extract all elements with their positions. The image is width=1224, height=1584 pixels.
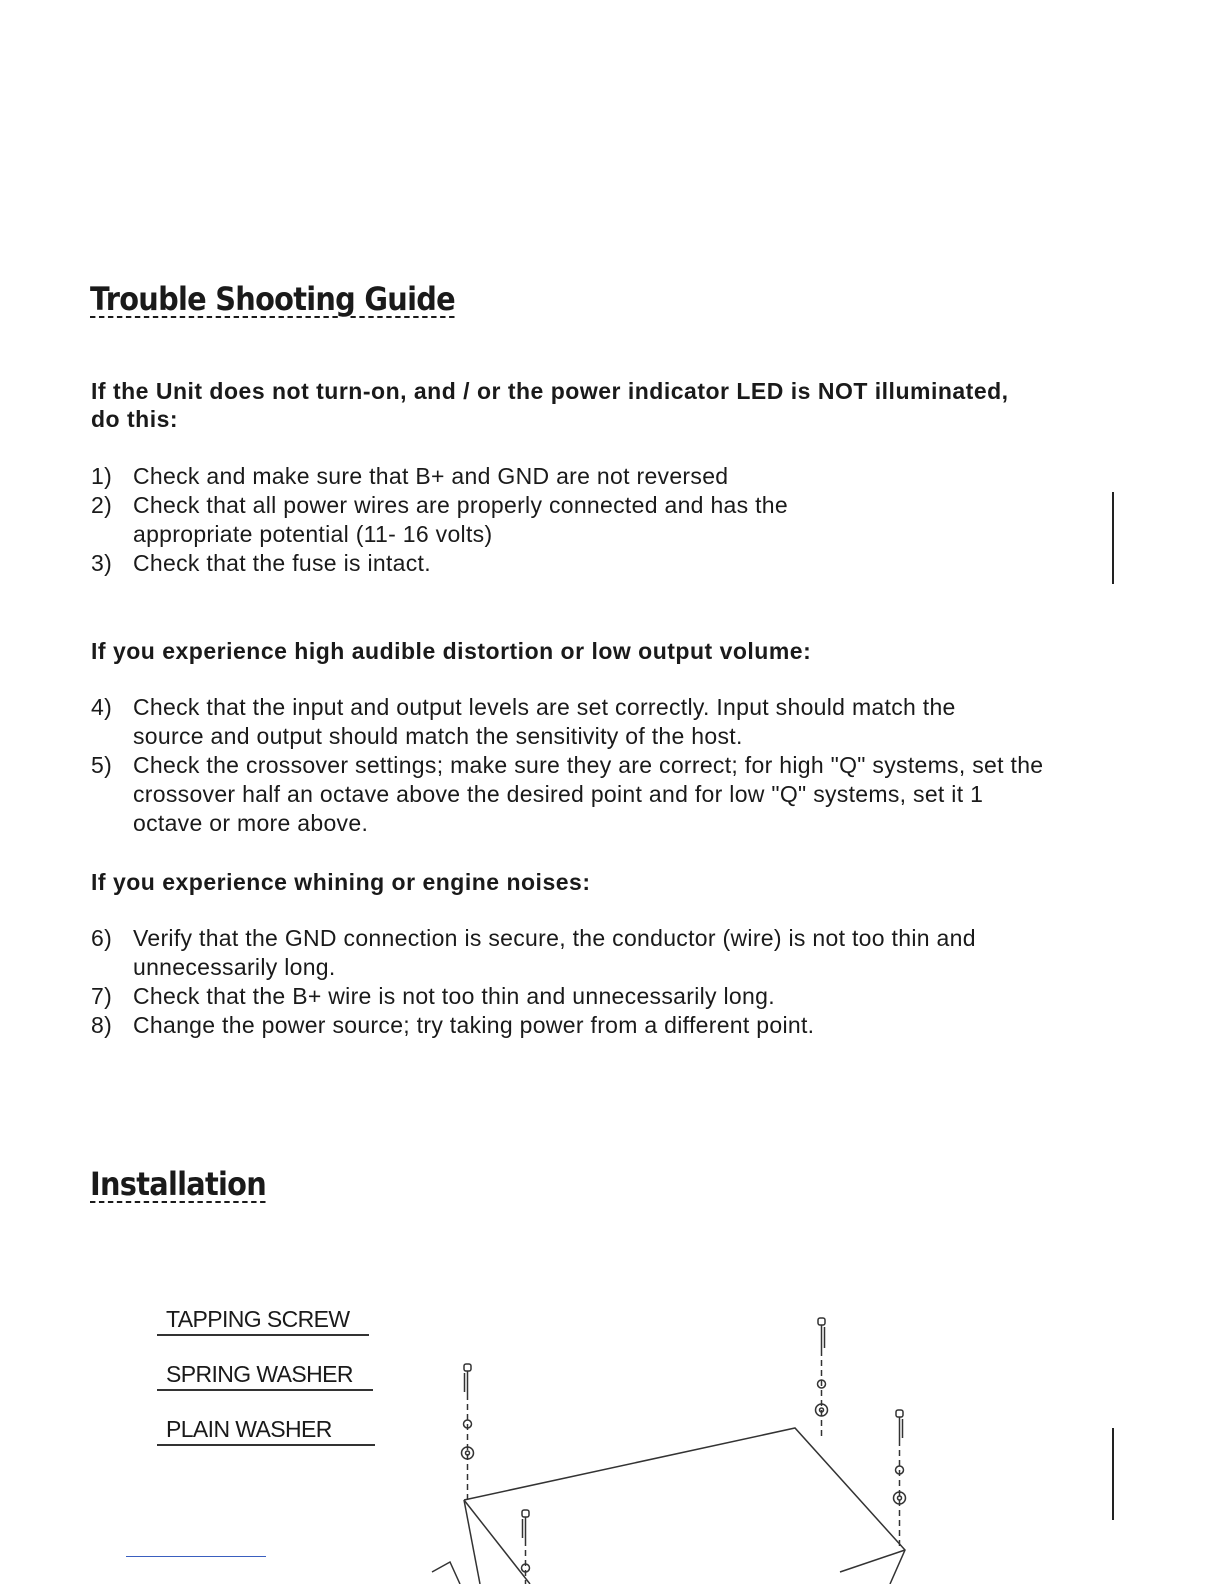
item-number: 4) bbox=[91, 694, 113, 720]
item-text: Check that all power wires are properly connected and has the appropriate potential (11- 16 volts) bbox=[133, 492, 788, 547]
list-item bbox=[91, 549, 1051, 578]
item-text: Check that the fuse is intact. bbox=[133, 550, 431, 576]
label-plain-washer: PLAIN WASHER bbox=[157, 1414, 375, 1446]
item-number: 1) bbox=[91, 463, 113, 489]
installation-title: Installation bbox=[90, 1165, 267, 1203]
troubleshooting-title: Trouble Shooting Guide bbox=[90, 280, 455, 318]
section-heading-noise: If you experience whining or engine noises: bbox=[91, 869, 591, 895]
list-item bbox=[91, 982, 1051, 1011]
list-item bbox=[91, 924, 1056, 982]
item-number: 3) bbox=[91, 550, 113, 576]
item-text: Check that the input and output levels are set correctly. Input should match the source and output should match the sensitivity of the host. bbox=[133, 694, 956, 749]
item-number: 2) bbox=[91, 492, 113, 518]
label-spring-washer: SPRING WASHER bbox=[157, 1359, 373, 1391]
footer-rule bbox=[126, 1556, 266, 1557]
scan-edge-mark bbox=[1112, 492, 1114, 584]
screw-assembly-right bbox=[894, 1410, 906, 1550]
item-text: Check the crossover settings; make sure they are correct; for high "Q" systems, set the crossover half an octave above the desired point and for low "Q" systems, set it 1 octave or more above. bbox=[133, 752, 1044, 836]
item-text: Check and make sure that B+ and GND are not reversed bbox=[133, 463, 729, 489]
list-item bbox=[91, 491, 881, 549]
item-text: Change the power source; try taking power from a different point. bbox=[133, 1012, 815, 1038]
section-heading-distortion: If you experience high audible distortion or low output volume: bbox=[91, 638, 812, 664]
list-item bbox=[91, 462, 1051, 491]
item-number: 6) bbox=[91, 925, 113, 951]
item-number: 7) bbox=[91, 983, 113, 1009]
item-text: Verify that the GND connection is secure, the conductor (wire) is not too thin and unnecessarily long. bbox=[133, 925, 976, 980]
item-text: Check that the B+ wire is not too thin and unnecessarily long. bbox=[133, 983, 775, 1009]
list-item bbox=[91, 751, 1056, 838]
installation-diagram bbox=[420, 1310, 940, 1584]
screw-assembly-front bbox=[522, 1510, 530, 1584]
screw-assembly-top bbox=[816, 1318, 828, 1440]
item-number: 8) bbox=[91, 1012, 113, 1038]
label-tapping-screw: TAPPING SCREW bbox=[157, 1304, 369, 1336]
amplifier-chassis bbox=[432, 1428, 905, 1584]
section-heading-no-power: If the Unit does not turn-on, and / or the power indicator LED is NOT illuminated, do this: bbox=[91, 378, 1009, 432]
list-item bbox=[91, 1011, 1051, 1040]
screw-assembly-left bbox=[462, 1364, 474, 1500]
item-number: 5) bbox=[91, 752, 113, 778]
scan-edge-mark bbox=[1112, 1428, 1114, 1520]
list-item bbox=[91, 693, 1021, 751]
